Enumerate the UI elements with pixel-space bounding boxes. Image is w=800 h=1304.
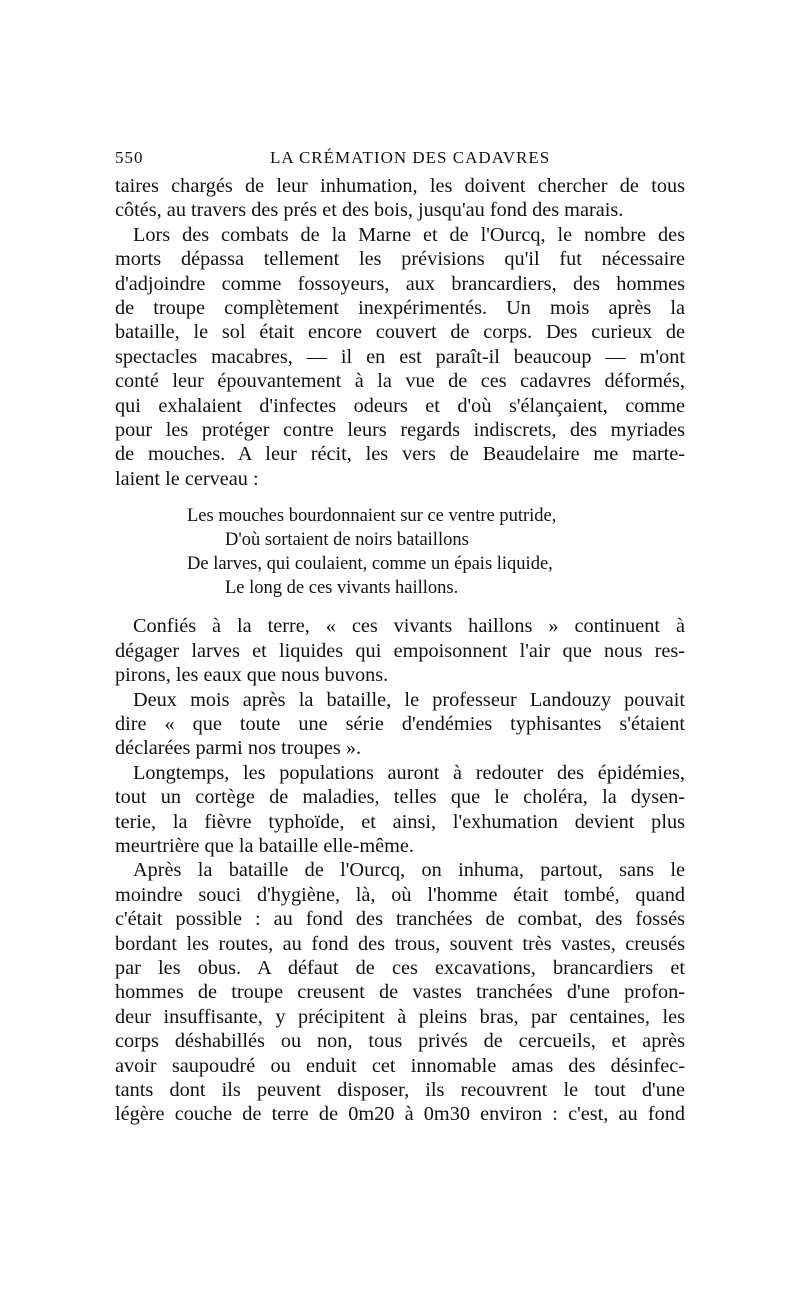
paragraph-1 [115, 174, 685, 223]
text-line: Longtemps, les populations auront à redouter des épidémies, [133, 761, 685, 784]
text-line: deur insuffisante, y précipitent à pleins bras, par centaines, les [115, 1005, 685, 1028]
text-line: avoir saupoudré ou enduit cet innomable amas des désinfec- [115, 1054, 685, 1077]
text-line: déclarées parmi nos troupes ». [115, 737, 362, 760]
text-line: qui exhalaient d'infectes odeurs et d'où s'élançaient, comme [115, 394, 685, 417]
text-line: de troupe complètement inexpérimentés. Un mois après la [115, 297, 685, 320]
text-line: pour les protéger contre leurs regards indiscrets, des myriades [115, 419, 685, 442]
verse-line: D'où sortaient de noirs bataillons [225, 530, 469, 551]
text-line: corps déshabillés ou non, tous privés de cercueils, et après [115, 1030, 685, 1053]
text-line: pirons, les eaux que nous buvons. [115, 664, 389, 687]
text-line: meurtrière que la bataille elle-même. [115, 834, 414, 857]
page-number: 550 [115, 148, 144, 167]
text-line: tants dont ils peuvent disposer, ils recouvrent le tout d'une [115, 1079, 685, 1101]
text-line: morts dépassa tellement les prévisions qu'il fut nécessaire [115, 248, 685, 271]
text-line: Confiés à la terre, « ces vivants haillons » continuent à [133, 615, 685, 638]
text-line: terie, la fièvre typhoïde, et ainsi, l'exhumation devient plus [115, 810, 685, 833]
text-line: par les obus. A défaut de ces excavations, brancardiers et [115, 956, 685, 979]
text-line: moindre souci d'hygiène, là, où l'homme était tombé, quand [115, 883, 685, 906]
running-head [115, 148, 685, 174]
text-line: Lors des combats de la Marne et de l'Ourcq, le nombre des [133, 223, 685, 246]
text-line: de mouches. A leur récit, les vers de Beaudelaire me marte- [115, 443, 685, 466]
text-line: bordant les routes, au fond des trous, souvent très vastes, creusés [115, 932, 685, 955]
paragraph-3 [115, 614, 685, 687]
text-line: hommes de troupe creusent de vastes tranchées d'une profon- [115, 981, 685, 1004]
paragraph-4 [115, 688, 685, 761]
text-line: bataille, le sol était encore couvert de corps. Des curieux de [115, 321, 685, 344]
body-text-before-poem [115, 174, 685, 491]
text-line: tout un cortège de maladies, telles que le choléra, la dysen- [115, 786, 685, 809]
paragraph-5 [115, 761, 685, 859]
text-line: dégager larves et liquides qui empoisonnent l'air que nous res- [115, 639, 685, 662]
text-line: conté leur épouvantement à la vue de ces cadavres déformés, [115, 370, 685, 393]
text-line: légère couche de terre de 0m20 à 0m30 environ : c'est, au fond [115, 1103, 685, 1126]
verse-line: De larves, qui coulaient, comme un épais liquide, [187, 554, 553, 575]
book-page [115, 148, 685, 1127]
poem-quotation [115, 504, 685, 600]
running-title: LA CRÉMATION DES CADAVRES [270, 148, 551, 167]
verse-line: Le long de ces vivants haillons. [225, 578, 459, 599]
text-line: Après la bataille de l'Ourcq, on inhuma, partout, sans le [133, 859, 685, 882]
text-line: dire « que toute une série d'endémies typhisantes s'étaient [115, 712, 685, 735]
text-line: spectacles macabres, — il en est paraît-il beaucoup — m'ont [115, 345, 685, 368]
text-line: Deux mois après la bataille, le professeur Landouzy pouvait [133, 688, 685, 711]
text-line: taires chargés de leur inhumation, les doivent chercher de tous [115, 175, 685, 197]
text-line: c'était possible : au fond des tranchées de combat, des fossés [115, 908, 685, 931]
text-line: côtés, au travers des prés et des bois, jusqu'au fond des marais. [115, 199, 624, 222]
text-line: d'adjoindre comme fossoyeurs, aux brancardiers, des hommes [115, 272, 685, 295]
verse-line: Les mouches bourdonnaient sur ce ventre putride, [187, 506, 557, 527]
text-line: laient le cerveau : [115, 467, 259, 490]
paragraph-6 [115, 858, 685, 1126]
body-text-after-poem [115, 614, 685, 1127]
paragraph-2 [115, 223, 685, 491]
